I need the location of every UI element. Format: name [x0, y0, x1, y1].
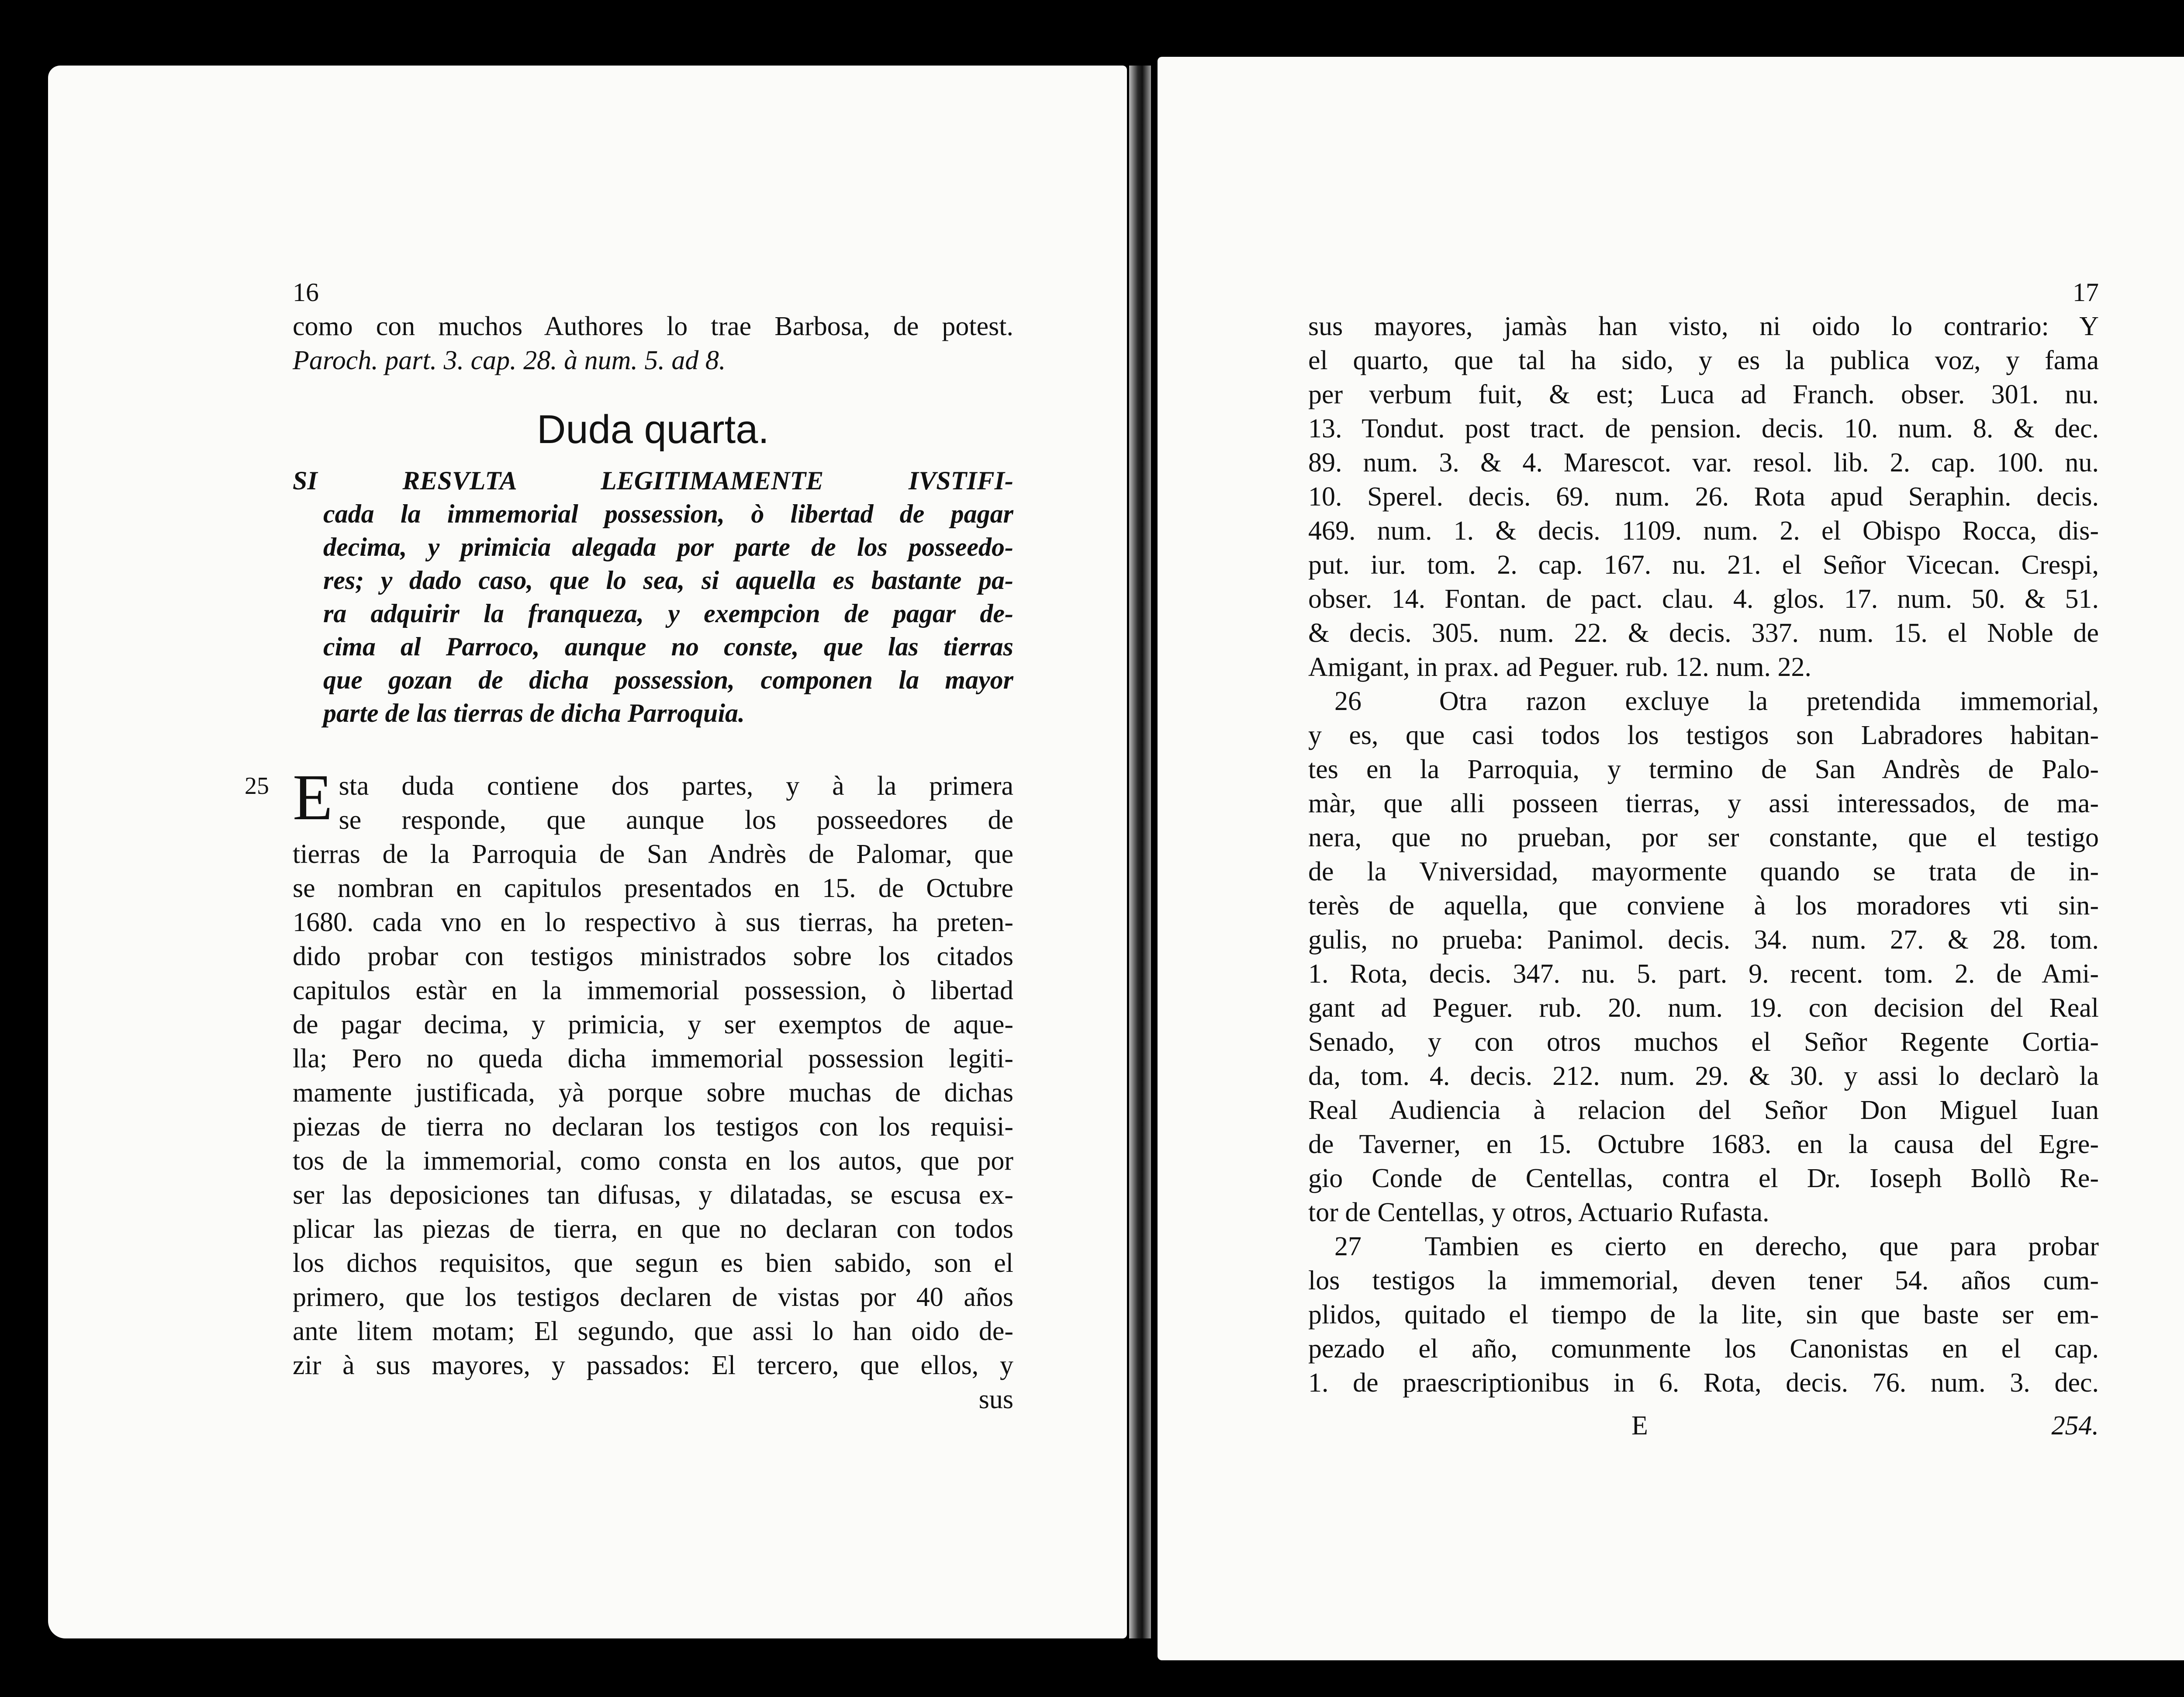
section-heading: Duda quarta. — [537, 407, 769, 452]
summary-line: cima al Parroco, aunque no conste, que las tierras — [323, 632, 1013, 661]
body-line: Senado, y con otros muchos el Señor Regente Cortia- — [1308, 1027, 2099, 1057]
right-text-column — [1308, 275, 2099, 1443]
body-line: màr, que alli posseen tierras, y assi interessados, de ma- — [1308, 789, 2099, 818]
paragraph-25 — [245, 761, 1013, 1382]
summary-line: ra adquirir la franqueza, y exempcion de pagar de- — [323, 599, 1013, 628]
body-line: tes en la Parroquia, y termino de San Andrès de Palo- — [1308, 755, 2099, 784]
left-page — [48, 66, 1127, 1638]
paragraph-26 — [1308, 684, 2099, 1229]
body-line: dido probar con testigos ministrados sobre los citados — [293, 942, 1013, 971]
body-line: & decis. 305. num. 22. & decis. 337. num. 15. el Noble de — [1308, 618, 2099, 648]
body-line: el quarto, que tal ha sido, y es la publica voz, y fama — [1308, 346, 2099, 375]
body-line: primero, que los testigos declaren de vistas por 40 años — [293, 1282, 1013, 1312]
drop-cap: E — [293, 761, 333, 834]
summary-line: cada la immemorial possession, ò libertad de pagar — [323, 499, 1013, 528]
body-line: pezado el año, comunmente los Canonistas en el cap. — [1308, 1334, 2099, 1364]
body-line — [1308, 684, 2099, 718]
paragraph-number: 27 — [1334, 1232, 1362, 1261]
body-line: plicar las piezas de tierra, en que no declaran con todos — [293, 1214, 1013, 1244]
body-line: 1680. cada vno en lo respectivo à sus tierras, ha preten- — [293, 907, 1013, 937]
body-line: zir à sus mayores, y passados: El tercero, que ellos, y — [293, 1351, 1013, 1380]
body-line: da, tom. 4. decis. 212. num. 29. & 30. y assi lo declarò la — [1308, 1061, 2099, 1091]
body-line: de Taverner, en 15. Octubre 1683. en la causa del Egre- — [1308, 1129, 2099, 1159]
paragraph-number: 25 — [245, 772, 269, 800]
body-line: piezas de tierra no declaran los testigos con los requisi- — [293, 1112, 1013, 1142]
body-line: de la Vniversidad, mayormente quando se trata de in- — [1308, 857, 2099, 887]
body-line: 13. Tondut. post tract. de pension. decis. 10. num. 8. & dec. — [1308, 414, 2099, 443]
body-line: terès de aquella, que conviene à los moradores vti sin- — [1308, 891, 2099, 921]
summary-line: res; y dado caso, que lo sea, si aquella es bastante pa- — [323, 566, 1013, 595]
body-line: 1. de praescriptionibus in 6. Rota, decis. 76. num. 3. dec. — [1308, 1368, 2099, 1398]
body-line: ante litem motam; El segundo, que assi lo han oido de- — [293, 1316, 1013, 1346]
body-line: per verbum fuit, & est; Luca ad Franch. obser. 301. nu. — [1308, 380, 2099, 409]
body-line: gant ad Peguer. rub. 20. num. 19. con decision del Real — [1308, 993, 2099, 1023]
body-line: y es, que casi todos los testigos son Labradores habitan- — [1308, 720, 2099, 750]
paragraph-number: 26 — [1334, 686, 1362, 716]
body-line: put. iur. tom. 2. cap. 167. nu. 21. el Señor Vicecan. Crespi, — [1308, 550, 2099, 580]
body-line: gulis, no prueba: Panimol. decis. 34. num. 27. & 28. tom. — [1308, 925, 2099, 955]
book-spine — [1129, 66, 1151, 1638]
body-line: plidos, quitado el tiempo de la lite, sin que baste ser em- — [1308, 1300, 2099, 1330]
right-page-number: 17 — [2073, 278, 2099, 307]
right-page — [1158, 57, 2184, 1660]
body-line: Real Audiencia à relacion del Señor Don Miguel Iuan — [1308, 1095, 2099, 1125]
body-line: tierras de la Parroquia de San Andrès de Palomar, que — [293, 839, 1013, 869]
left-page-number: 16 — [293, 278, 319, 307]
body-line: lla; Pero no queda dicha immemorial possession legiti- — [293, 1044, 1013, 1074]
section-summary — [293, 464, 1013, 730]
intro-line: como con muchos Authores lo trae Barbosa, de potest. — [293, 312, 1013, 341]
intro-line: Paroch. part. 3. cap. 28. à num. 5. ad 8. — [293, 346, 726, 375]
paragraph-text: Tambien es cierto en derecho, que para probar — [1424, 1232, 2099, 1261]
body-line: 89. num. 3. & 4. Marescot. var. resol. lib. 2. cap. 100. nu. — [1308, 448, 2099, 478]
body-line: de pagar decima, y primicia, y ser exemptos de aque- — [293, 1010, 1013, 1039]
summary-line: decima, y primicia alegada por parte de los posseedo- — [323, 533, 1013, 561]
body-line: tor de Centellas, y otros, Actuario Rufasta. — [1308, 1198, 1769, 1227]
signature-mark: E — [1631, 1411, 1648, 1441]
body-line: sta duda contiene dos partes, y à la primera — [339, 771, 1013, 801]
body-line: se nombran en capitulos presentados en 15. de Octubre — [293, 873, 1013, 903]
left-text-column — [245, 275, 1013, 1416]
body-line: nera, que no prueban, por ser constante, que el testigo — [1308, 823, 2099, 852]
body-line: Amigant, in prax. ad Peguer. rub. 12. num. 22. — [1308, 652, 1811, 682]
body-line: los testigos la immemorial, deven tener 54. años cum- — [1308, 1266, 2099, 1295]
body-line: obser. 14. Fontan. de pact. clau. 4. glos. 17. num. 50. & 51. — [1308, 584, 2099, 614]
body-line: 10. Sperel. decis. 69. num. 26. Rota apud Seraphin. decis. — [1308, 482, 2099, 512]
paragraph-text: Otra razon excluye la pretendida immemorial, — [1439, 686, 2099, 716]
body-line: ser las deposiciones tan difusas, y dilatadas, se escusa ex- — [293, 1180, 1013, 1210]
summary-line: que gozan de dicha possession, componen la mayor — [323, 665, 1013, 694]
body-line: mamente justificada, yà porque sobre muchas de dichas — [293, 1078, 1013, 1108]
catchword: 254. — [2051, 1411, 2099, 1441]
body-line: capitulos estàr en la immemorial possession, ò libertad — [293, 976, 1013, 1005]
page-footer — [1308, 1409, 2099, 1443]
body-line: tos de la immemorial, como consta en los autos, que por — [293, 1146, 1013, 1176]
body-line: los dichos requisitos, que segun es bien sabido, son el — [293, 1248, 1013, 1278]
body-line: gio Conde de Centellas, contra el Dr. Ioseph Bollò Re- — [1308, 1164, 2099, 1193]
catchword: sus — [978, 1385, 1013, 1414]
paragraph-27 — [1308, 1229, 2099, 1400]
body-line: sus mayores, jamàs han visto, ni oido lo contrario: Y — [1308, 312, 2099, 341]
body-line — [1308, 1229, 2099, 1264]
summary-line: parte de las tierras de dicha Parroquia. — [323, 699, 745, 727]
summary-line: SI RESVLTA LEGITIMAMENTE IVSTIFI- — [293, 466, 1013, 495]
body-line: 1. Rota, decis. 347. nu. 5. part. 9. recent. tom. 2. de Ami- — [1308, 959, 2099, 989]
body-line: 469. num. 1. & decis. 1109. num. 2. el Obispo Rocca, dis- — [1308, 516, 2099, 546]
body-line: se responde, que aunque los posseedores de — [339, 805, 1013, 835]
